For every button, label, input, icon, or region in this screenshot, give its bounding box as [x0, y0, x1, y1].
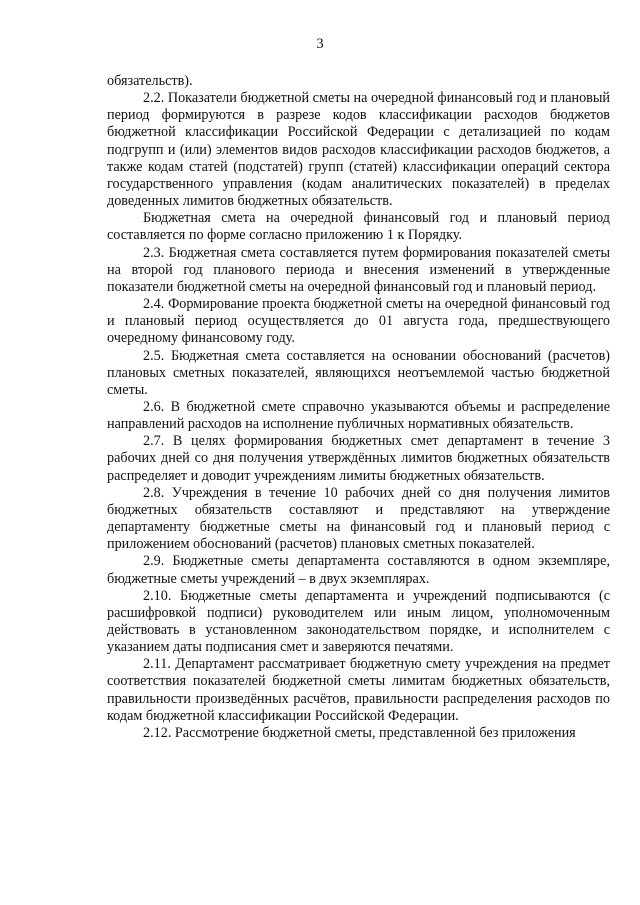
paragraph-2-8: 2.8. Учреждения в течение 10 рабочих дней со дня получения лимитов бюджетных обязательств составляют и представляют на утверждение департаменту бюджетные сметы на финансовый год и плановый период с приложением обоснований (расчетов) плановых сметных показателей. [107, 484, 610, 553]
paragraph-2-2: 2.2. Показатели бюджетной сметы на очередной финансовый год и плановый период формируются в разрезе кодов классификации расходов бюджетов бюджетной классификации Российской Федерации с детализацией по кодам подгрупп и (или) элементов видов расходов классификации расходов бюджетов, а также кодам статей (подстатей) групп (статей) классификации операций сектора государственного управления (кодам аналитических показателей) в пределах доведенных лимитов бюджетных обязательств. [107, 90, 610, 210]
document-body [107, 73, 610, 742]
paragraph-2-3: 2.3. Бюджетная смета составляется путем формирования показателей сметы на второй год планового периода и внесения изменений в утвержденные показатели бюджетной сметы на очередной финансовый год и плановый период. [107, 244, 610, 295]
paragraph-2-10: 2.10. Бюджетные сметы департамента и учреждений подписываются (с расшифровкой подписи) руководителем или иным лицом, уполномоченным действовать в установленном законодательством порядке, и исполнителем с указанием даты подписания смет и заверяются печатями. [107, 587, 610, 656]
paragraph-2-11: 2.11. Департамент рассматривает бюджетную смету учреждения на предмет соответствия показателей бюджетной сметы лимитам бюджетных обязательств, правильности произведённых расчётов, правильности распределения расходов по кодам бюджетной классификации Российской Федерации. [107, 656, 610, 724]
paragraph-2-2-form: Бюджетная смета на очередной финансовый год и плановый период составляется по форме согласно приложению 1 к Порядку. [107, 210, 610, 244]
paragraph-2-9: 2.9. Бюджетные сметы департамента составляются в одном экземпляре, бюджетные сметы учреждений – в двух экземплярах. [107, 553, 610, 587]
paragraph-2-5: 2.5. Бюджетная смета составляется на основании обоснований (расчетов) плановых сметных показателей, являющихся неотъемлемой частью бюджетной сметы. [107, 347, 610, 398]
paragraph-2-7: 2.7. В целях формирования бюджетных смет департамент в течение 3 рабочих дней со дня получения утверждённых лимитов бюджетных обязательств распределяет и доводит учреждениям лимиты бюджетных обязательств. [107, 433, 610, 484]
paragraph-2-4: 2.4. Формирование проекта бюджетной сметы на очередной финансовый год и плановый период осуществляется до 01 августа года, предшествующего очередному финансовому году. [107, 296, 610, 347]
page-number: 3 [316, 36, 324, 52]
paragraph-continuation: обязательств). [107, 73, 193, 89]
paragraph-2-12: 2.12. Рассмотрение бюджетной сметы, представленной без приложения [143, 724, 576, 741]
paragraph-2-6: 2.6. В бюджетной смете справочно указываются объемы и распределение направлений расходов на исполнение публичных нормативных обязательств. [107, 398, 610, 433]
